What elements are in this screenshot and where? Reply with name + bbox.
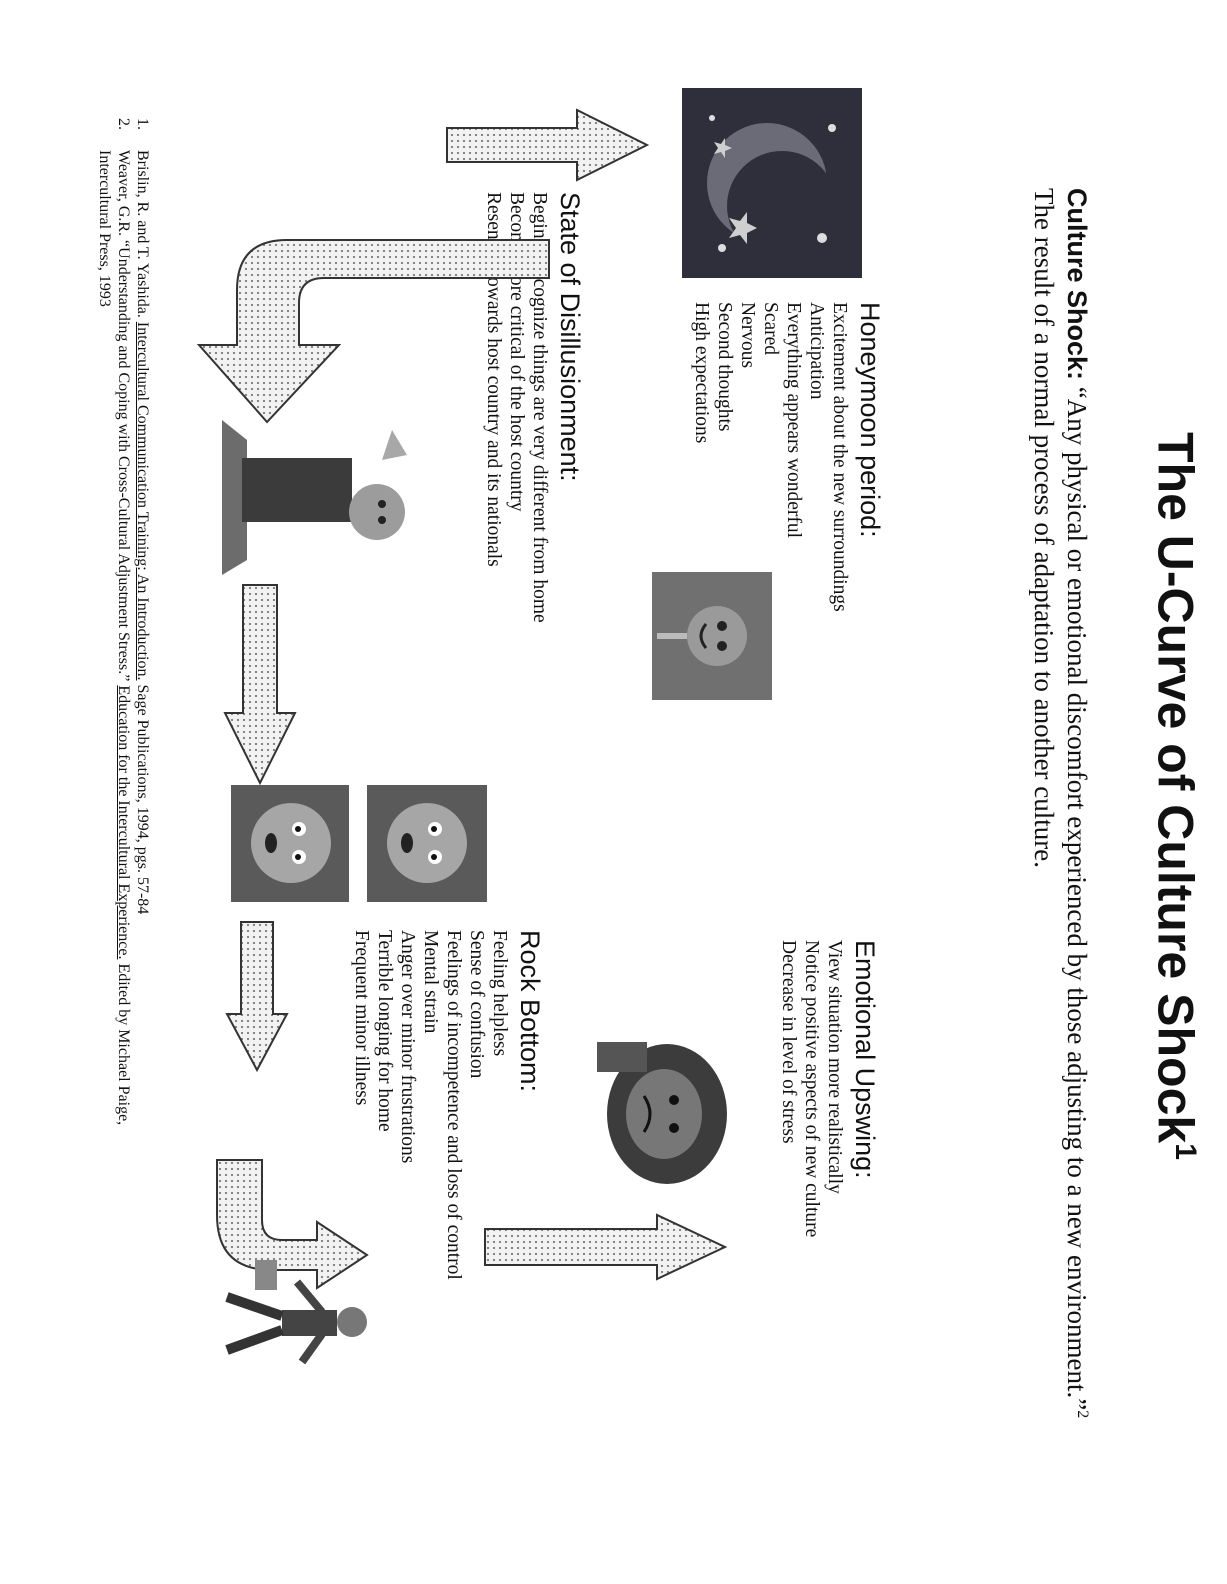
list-item: Feeling helpless	[489, 930, 510, 1057]
list-item: Terrible longing for home	[374, 930, 395, 1132]
rock-bottom-title: Rock Bottom:	[515, 930, 545, 1093]
footnote-2	[95, 118, 133, 1458]
worried-face-clipart-2	[231, 785, 349, 902]
emotional-upswing-title: Emotional Upswing:	[850, 940, 880, 1179]
list-item: Notice positive aspects of new culture	[801, 940, 822, 1238]
flower-face-clipart	[652, 572, 772, 700]
footnote-number: 1.	[134, 118, 151, 130]
list-item: Sense of confusion	[466, 930, 487, 1079]
arrow-to-rock-bottom	[227, 922, 287, 1072]
curved-arrow-down-left	[199, 200, 549, 430]
definition-footnote-mark: 2	[1074, 1410, 1091, 1419]
footnote-authors: Brislin, R. and T. Yashida.	[134, 150, 151, 322]
list-item: Scared	[760, 302, 781, 356]
honeymoon-title: Honeymoon period:	[855, 302, 885, 538]
list-item: Second thoughts	[714, 302, 735, 432]
walking-man-clipart	[207, 1252, 377, 1382]
honeymoon-section	[690, 302, 887, 612]
magician-hat-clipart	[222, 400, 412, 580]
list-item: Mental strain	[420, 930, 441, 1034]
worried-face-clipart-1	[367, 785, 487, 902]
definition-quote: “Any physical or emotional discomfort experienced by those adjusting to a new environment.”	[1062, 380, 1092, 1411]
arrow-to-emotional-upswing	[485, 1215, 725, 1280]
footnote-number: 2.	[115, 118, 132, 130]
list-item: Everything appears wonderful	[783, 302, 804, 539]
emotional-upswing-list	[777, 940, 846, 1237]
sad-face-clipart	[592, 1032, 742, 1197]
footnote-work: Education for the Intercultural Experience.	[115, 685, 132, 960]
honeymoon-list	[690, 302, 851, 612]
list-item: Decrease in level of stress	[778, 940, 799, 1144]
list-item: Resentful towards host country and its nationals	[483, 192, 504, 567]
list-item: High expectations	[691, 302, 712, 444]
footnotes	[95, 118, 152, 1458]
list-item: Feelings of incompetence and loss of control	[443, 930, 464, 1280]
footnote-1	[133, 118, 152, 1458]
arrow-to-disillusionment	[225, 585, 295, 785]
footnote-authors: Weaver, G.R. “Understanding and Coping with Cross-Cultural Adjustment Stress.”	[115, 150, 132, 686]
footnote-editor: Edited by Michael Paige,	[115, 959, 132, 1126]
arrow-up-start	[447, 108, 647, 183]
footnote-publisher: Sage Publications, 1994, pgs. 57-84	[134, 680, 151, 915]
list-item: Anticipation	[806, 302, 827, 400]
disillusionment-title: State of Disillusionment:	[555, 192, 585, 482]
emotional-upswing-section	[777, 940, 882, 1237]
list-item: Frequent minor illness	[351, 930, 372, 1106]
list-item: Anger over minor frustrations	[397, 930, 418, 1164]
list-item: View situation more realistically	[824, 940, 845, 1194]
culture-shock-definition	[1027, 188, 1099, 1463]
list-item: Become more critical of the host country	[506, 192, 527, 512]
definition-explanation: The result of a normal process of adaptation to another culture.	[1029, 188, 1059, 869]
list-item: Nervous	[737, 302, 758, 369]
title-footnote-mark: 1	[1169, 1143, 1202, 1160]
list-item: Begin to recognize things are very different from home	[529, 192, 550, 623]
footnote-publisher: Intercultural Press, 1993	[96, 150, 113, 307]
list-item: Excitement about the new surroundings	[829, 302, 850, 612]
moon-stars-clipart	[682, 88, 862, 278]
footnote-work: Intercultural Communication Training: An Introduction.	[134, 321, 151, 681]
definition-term: Culture Shock:	[1062, 188, 1092, 381]
page-title: The U-Curve of Culture Shock$^1$	[1147, 432, 1204, 1160]
